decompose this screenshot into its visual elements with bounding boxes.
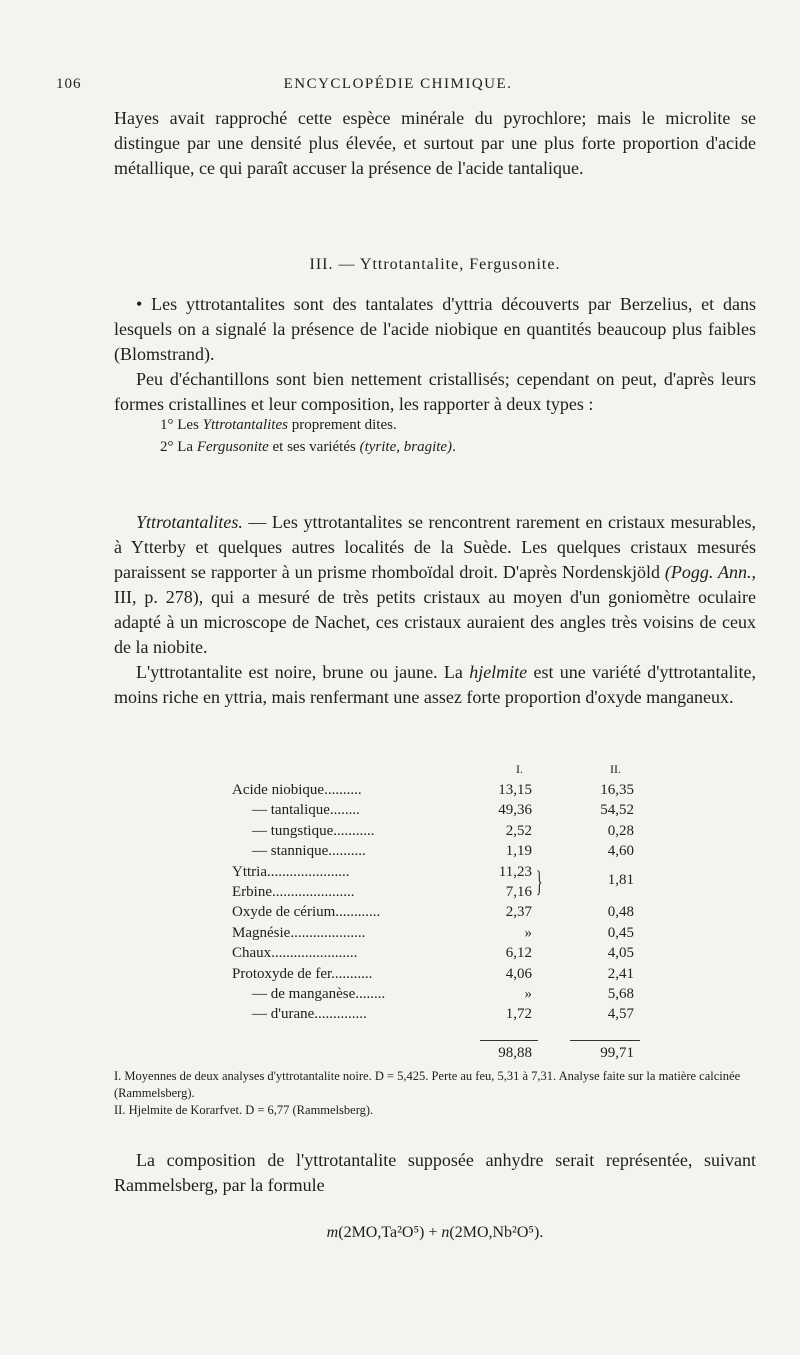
mineral-name: hjelmite — [469, 662, 528, 682]
note: II. Hjelmite de Korarfvet. D = 6,77 (Rammelsberg). — [114, 1103, 374, 1117]
compound-name: Yttria — [232, 863, 267, 880]
table-body — [232, 780, 672, 1025]
table-row — [232, 943, 672, 963]
total-col-1: 98,88 — [498, 1045, 532, 1061]
column-header-2: II. — [610, 762, 621, 776]
row-label — [232, 862, 467, 882]
body-text: III, p. 278), qui a mesuré de très petits cristaux au moyen d'un goniomètre oculaire adapté à un microscope de Nachet, ces cristaux auraient des angles très voisins de ceux de la niobite. — [114, 587, 756, 657]
compound-name: Oxyde de cérium — [232, 904, 336, 921]
compound-name: — d'urane — [252, 1006, 315, 1023]
table-row — [232, 780, 672, 800]
value-col-2: 4,60 — [607, 843, 634, 860]
value-col-2: 5,68 — [607, 985, 634, 1002]
row-label — [232, 882, 467, 902]
table-row — [232, 821, 672, 841]
value-col-1: 6,12 — [505, 945, 532, 962]
yttrotantalite-intro-paragraph — [114, 292, 756, 367]
paragraph-lead: Yttrotantalites. — [136, 512, 243, 532]
value-col-1: 1,72 — [505, 1006, 532, 1023]
value-col-1: » — [524, 985, 532, 1002]
compound-name: Chaux — [232, 945, 272, 962]
leader-dots: .............. — [314, 1006, 367, 1023]
leader-dots: ........... — [333, 822, 375, 839]
leader-dots: .................... — [290, 924, 366, 941]
formula-coefficient-n: n — [441, 1224, 450, 1241]
table-row — [232, 984, 672, 1004]
braced-rows — [232, 862, 672, 903]
leader-dots: ............ — [335, 904, 381, 921]
table-notes — [114, 1068, 764, 1119]
row-label — [232, 800, 487, 820]
total-rule-col-1 — [480, 1040, 538, 1041]
body-text: — Les yttrotantalites se rencontrent rarement en cristaux mesurables, à Ytterby et quelques autres localités de la Suède. Les quelques cristaux mesurés paraissent se rapporter à un prisme rhomboïdal droit. D'après Nordenskjöld — [114, 512, 756, 582]
compound-name: Magnésie — [232, 924, 291, 941]
row-label — [232, 1004, 487, 1024]
leader-dots: .......... — [328, 843, 366, 860]
total-rule-col-2 — [570, 1040, 640, 1041]
value-col-2: 0,48 — [607, 904, 634, 921]
intro-text: Hayes avait rapproché cette espèce minérale du pyrochlore; mais le microlite se distingue par une densité plus élevée, et surtout par une plus forte proportion d'acide métallique, ce qui paraît accuser la présence de l'acide tantalique. — [114, 108, 756, 178]
list-number: 1° — [160, 417, 174, 433]
types-paragraph — [114, 367, 756, 417]
composition-text: La composition de l'yttrotantalite supposée anhydre serait représentée, suivant Rammelsberg, par la formule — [114, 1150, 756, 1195]
leader-dots: .......... — [324, 782, 362, 798]
value-col-1: » — [524, 924, 532, 941]
table-row — [232, 1004, 672, 1024]
leader-dots: ........ — [329, 802, 360, 819]
formula-coefficient-m: m — [326, 1224, 339, 1241]
color-text — [114, 660, 756, 710]
list-item-text: et ses variétés — [268, 439, 360, 455]
compound-name: — de manganèse — [252, 985, 356, 1002]
page-number: 106 — [56, 76, 82, 92]
table-row — [232, 923, 672, 943]
row-label — [232, 780, 467, 800]
list-item-text: La — [177, 439, 197, 455]
value-col-1: 2,37 — [505, 904, 532, 921]
compound-name: — tungstique — [252, 822, 334, 839]
list-item-text: Les — [177, 417, 203, 433]
types-text: Peu d'échantillons sont bien nettement cristallisés; cependant on peut, d'après leurs formes cristallines et leur composition, les rapporter à deux types : — [114, 369, 756, 414]
compound-name: Protoxyde de fer — [232, 965, 332, 982]
total-col-2: 99,71 — [600, 1045, 634, 1061]
value-col-1: 2,52 — [505, 822, 532, 839]
row-label — [232, 902, 467, 922]
formula-part: (2MO,Nb²O⁵). — [449, 1224, 544, 1241]
running-title: ENCYCLOPÉDIE CHIMIQUE. — [283, 76, 513, 92]
formula-part: (2MO,Ta²O⁵) + — [338, 1224, 442, 1241]
table-row — [232, 964, 672, 984]
right-brace: } — [535, 864, 543, 898]
types-list — [160, 414, 456, 458]
value-col-1: 1,19 — [505, 843, 532, 860]
leader-dots: ...................... — [267, 863, 350, 880]
value-col-2: 4,57 — [607, 1006, 634, 1023]
value-col-1: 11,23 — [498, 863, 532, 880]
row-label — [232, 923, 467, 943]
compound-name: Erbine — [232, 883, 272, 900]
table-column-headers — [232, 762, 672, 780]
list-item-text: . — [452, 439, 456, 455]
chemical-formula — [114, 1224, 756, 1242]
mineral-name: Fergusonite — [196, 439, 269, 455]
value-col-2: 0,45 — [607, 924, 634, 941]
value-col-2: 54,52 — [600, 802, 634, 819]
value-col-2: 16,35 — [600, 782, 634, 798]
citation: (Pogg. Ann., — [664, 562, 756, 582]
value-col-1: 49,36 — [498, 802, 532, 819]
yttrotantalites-paragraph — [114, 510, 756, 660]
compound-name: — tantalique — [252, 802, 330, 819]
mineral-name: Yttrotantalites — [202, 417, 288, 433]
row-label — [232, 964, 467, 984]
value-col-2: 2,41 — [607, 965, 634, 982]
leader-dots: ...................... — [271, 883, 355, 900]
column-header-1: I. — [516, 762, 523, 776]
row-label — [232, 821, 487, 841]
varieties: (tyrite, bragite) — [359, 439, 453, 455]
note: I. Moyennes de deux analyses d'yttrotantalite noire. D = 5,425. Perte au feu, 5,31 à 7,31. Analyse faite sur la matière calcinée (Rammelsberg). — [114, 1069, 741, 1100]
body-text: L'yttrotantalite est noire, brune ou jaune. La — [136, 662, 470, 682]
compound-name: Acide niobique — [232, 782, 325, 798]
value-col-2: 0,28 — [607, 822, 634, 839]
list-item — [160, 414, 456, 436]
value-col-1: 4,06 — [505, 965, 532, 982]
totals-row — [232, 1043, 672, 1065]
leader-dots: ........... — [331, 965, 373, 982]
yttrotantalites-text — [114, 510, 756, 660]
merged-value-col-2: 1,81 — [607, 871, 634, 888]
leader-dots: ....................... — [271, 945, 358, 962]
value-col-2: 4,05 — [607, 945, 634, 962]
intro-paragraph — [114, 106, 756, 181]
row-label — [232, 943, 467, 963]
composition-paragraph — [114, 1148, 756, 1198]
table-row — [232, 800, 672, 820]
row-label — [232, 984, 487, 1004]
leader-dots: ........ — [355, 985, 386, 1002]
list-item-text: proprement dites. — [287, 417, 397, 433]
table-row — [232, 841, 672, 861]
section-title: III. — Yttrotantalite, Fergusonite. — [309, 256, 561, 273]
analysis-table — [232, 762, 672, 1025]
body-text: est une variété d'yttrotantalite, moins riche en yttria, mais renfermant une assez forte proportion d'oxyde manganeux. — [114, 662, 756, 707]
running-header — [56, 76, 740, 100]
value-col-1: 13,15 — [498, 782, 532, 798]
color-paragraph — [114, 660, 756, 710]
list-number: 2° — [160, 439, 174, 455]
row-label — [232, 841, 487, 861]
table-row — [232, 902, 672, 922]
value-col-1: 7,16 — [505, 883, 532, 900]
list-item — [160, 436, 456, 458]
compound-name: — stannique — [252, 843, 329, 860]
yttrotantalite-intro-text: • Les yttrotantalites sont des tantalates d'yttria découverts par Berzelius, et dans lesquels on a signalé la présence de l'acide niobique en quantités beaucoup plus faibles (Blomstrand). — [114, 294, 756, 364]
